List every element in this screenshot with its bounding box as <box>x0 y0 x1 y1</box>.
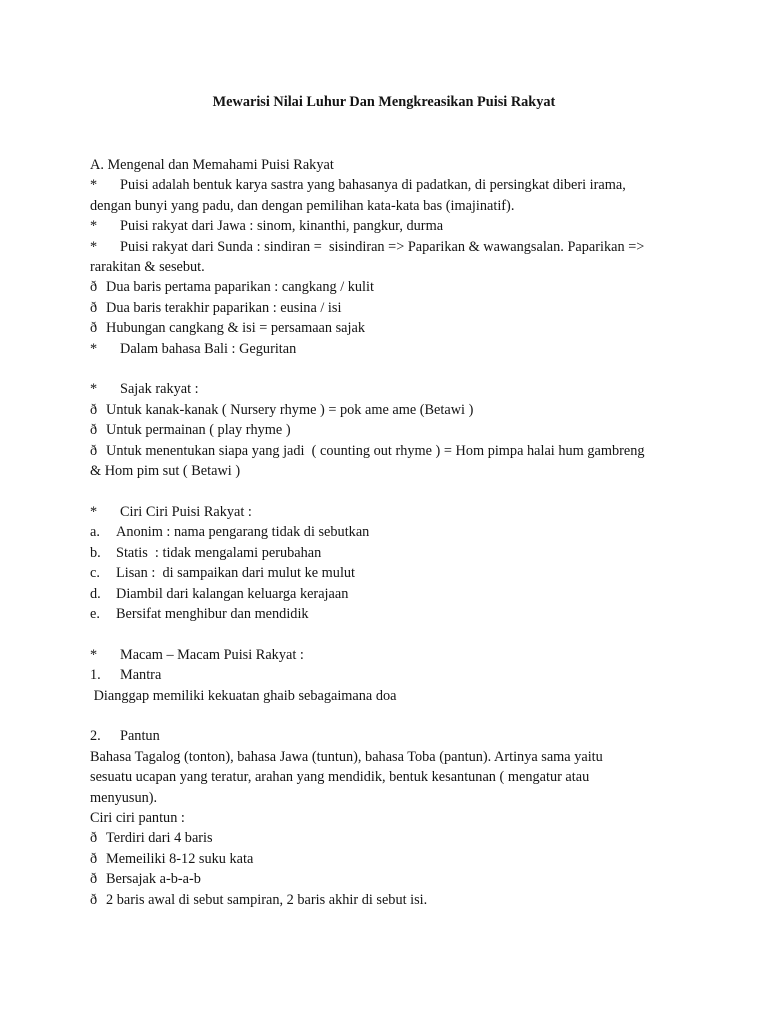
lettered-item <box>90 563 690 583</box>
bullet-marker: * <box>90 503 98 520</box>
bullet-marker: * <box>90 177 98 194</box>
letter-marker: d. <box>90 585 101 602</box>
paragraph-line: sesuatu ucapan yang teratur, arahan yang mendidik, bentuk kesantunan ( mengatur atau <box>90 769 590 786</box>
blank-line <box>90 481 690 501</box>
bullet-item <box>90 237 690 257</box>
bullet-item <box>90 175 690 195</box>
lettered-item <box>90 604 690 624</box>
number-marker: 1. <box>90 667 101 684</box>
lettered-text: Lisan : di sampaikan dari mulut ke mulut <box>116 565 356 582</box>
arrow-marker: ð <box>90 279 98 296</box>
arrow-item <box>90 849 690 869</box>
paragraph-line: menyusun). <box>90 789 158 806</box>
letter-marker: b. <box>90 544 101 561</box>
arrow-text: Terdiri dari 4 baris <box>106 830 213 847</box>
bullet-text: Puisi rakyat dari Jawa : sinom, kinanthi, pangkur, durma <box>120 218 444 235</box>
arrow-marker: ð <box>90 401 98 418</box>
arrow-marker: ð <box>90 442 98 459</box>
arrow-text: Bersajak a-b-a-b <box>106 871 201 888</box>
arrow-text: Hubungan cangkang & isi = persamaan sajak <box>106 320 365 337</box>
lettered-text: Diambil dari kalangan keluarga kerajaan <box>116 585 349 602</box>
arrow-item <box>90 869 690 889</box>
paragraph-line: Bahasa Tagalog (tonton), bahasa Jawa (tuntun), bahasa Toba (pantun). Artinya sama yaitu <box>90 748 603 765</box>
arrow-item <box>90 420 690 440</box>
bullet-marker: * <box>90 646 98 663</box>
numbered-item <box>90 665 690 685</box>
arrow-text: Memeiliki 8-12 suku kata <box>106 850 254 867</box>
arrow-item <box>90 318 690 338</box>
letter-marker: a. <box>90 524 100 541</box>
arrow-text: Dua baris terakhir paparikan : eusina / isi <box>106 299 342 316</box>
arrow-text: 2 baris awal di sebut sampiran, 2 baris akhir di sebut isi. <box>106 891 428 908</box>
bullet-marker: * <box>90 340 98 357</box>
bullet-marker: * <box>90 381 98 398</box>
subheading: Ciri ciri pantun : <box>90 809 185 826</box>
arrow-marker: ð <box>90 422 98 439</box>
paragraph-line: Dianggap memiliki kekuatan ghaib sebagaimana doa <box>90 687 397 704</box>
lettered-item <box>90 543 690 563</box>
bullet-text: Puisi rakyat dari Sunda : sindiran = sisindiran => Paparikan & wawangsalan. Paparikan => <box>120 238 645 255</box>
arrow-item <box>90 890 690 910</box>
document-title: Mewarisi Nilai Luhur Dan Mengkreasikan Puisi Rakyat <box>212 94 556 110</box>
lettered-item <box>90 522 690 542</box>
arrow-item <box>90 828 690 848</box>
arrow-item <box>90 277 690 297</box>
bullet-marker: * <box>90 238 98 255</box>
bullet-text: Sajak rakyat : <box>120 381 199 398</box>
blank-line <box>90 624 690 644</box>
arrow-marker: ð <box>90 830 98 847</box>
arrow-marker: ð <box>90 871 98 888</box>
arrow-text: Untuk permainan ( play rhyme ) <box>106 422 291 439</box>
arrow-item <box>90 298 690 318</box>
numbered-item <box>90 726 690 746</box>
number-marker: 2. <box>90 728 101 745</box>
arrow-marker: ð <box>90 891 98 908</box>
arrow-text: Dua baris pertama paparikan : cangkang / kulit <box>106 279 374 296</box>
letter-marker: e. <box>90 605 100 622</box>
lettered-item <box>90 584 690 604</box>
bullet-item <box>90 502 690 522</box>
arrow-item <box>90 441 690 461</box>
bullet-item <box>90 339 690 359</box>
bullet-text: Puisi adalah bentuk karya sastra yang bahasanya di padatkan, di persingkat diberi irama, <box>120 177 626 194</box>
bullet-text: Macam – Macam Puisi Rakyat : <box>120 646 304 663</box>
bullet-text: Ciri Ciri Puisi Rakyat : <box>120 503 252 520</box>
document-body <box>90 155 690 910</box>
continuation-line: rarakitan & sesebut. <box>90 259 205 276</box>
arrow-text: Untuk kanak-kanak ( Nursery rhyme ) = pok ame ame (Betawi ) <box>106 401 474 418</box>
bullet-marker: * <box>90 218 98 235</box>
section-heading: A. Mengenal dan Memahami Puisi Rakyat <box>90 157 334 173</box>
blank-line <box>90 359 690 379</box>
lettered-text: Anonim : nama pengarang tidak di sebutkan <box>116 524 370 541</box>
arrow-marker: ð <box>90 299 98 316</box>
arrow-text: Untuk menentukan siapa yang jadi ( counting out rhyme ) = Hom pimpa halai hum gambreng <box>106 442 645 459</box>
arrow-marker: ð <box>90 850 98 867</box>
blank-line <box>90 706 690 726</box>
lettered-text: Statis : tidak mengalami perubahan <box>116 544 322 561</box>
continuation-line: & Hom pim sut ( Betawi ) <box>90 463 241 480</box>
numbered-text: Pantun <box>120 728 160 745</box>
bullet-text: Dalam bahasa Bali : Geguritan <box>120 340 297 357</box>
bullet-item <box>90 645 690 665</box>
bullet-item <box>90 216 690 236</box>
lettered-text: Bersifat menghibur dan mendidik <box>116 605 309 622</box>
continuation-line: dengan bunyi yang padu, dan dengan pemilihan kata-kata bas (imajinatif). <box>90 197 515 214</box>
bullet-item <box>90 379 690 399</box>
arrow-marker: ð <box>90 320 98 337</box>
numbered-text: Mantra <box>120 667 162 684</box>
letter-marker: c. <box>90 565 100 582</box>
arrow-item <box>90 400 690 420</box>
